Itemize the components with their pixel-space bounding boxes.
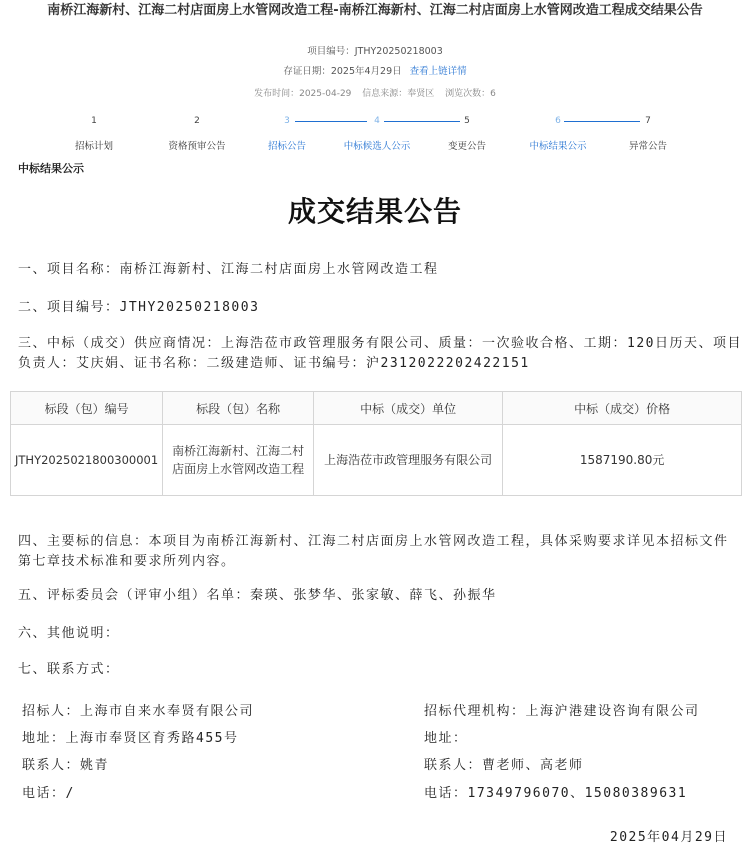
step-1[interactable] bbox=[49, 114, 139, 152]
step-number: 2 bbox=[194, 116, 200, 126]
tenderer-contact: 联系人：姚青 bbox=[22, 758, 110, 773]
publish-time: 发布时间：2025-04-29 bbox=[254, 89, 352, 99]
item-other-notes: 六、其他说明： bbox=[18, 626, 120, 641]
section-tag: 中标结果公示 bbox=[18, 162, 84, 175]
cell-lot-number: JTHY2025021800300001 bbox=[11, 425, 163, 496]
table-row bbox=[11, 425, 742, 496]
view-count: 浏览次数：6 bbox=[445, 89, 496, 99]
tenderer-name: 招标人：上海市自来水奉贤有限公司 bbox=[22, 704, 255, 719]
cell-winner: 上海浩莅市政管理服务有限公司 bbox=[314, 425, 503, 496]
col-header-lot-number: 标段（包）编号 bbox=[11, 392, 163, 425]
step-number: 1 bbox=[91, 116, 97, 126]
col-header-winner: 中标（成交）单位 bbox=[314, 392, 503, 425]
item-committee: 五、评标委员会（评审小组）名单：秦瑛、张梦华、张家敏、薛飞、孙振华 bbox=[18, 588, 497, 603]
step-3[interactable] bbox=[242, 114, 332, 152]
document-title: 成交结果公告 bbox=[287, 195, 462, 228]
col-header-price: 中标（成交）价格 bbox=[503, 392, 742, 425]
item-project-name: 一、项目名称：南桥江海新村、江海二村店面房上水管网改造工程 bbox=[18, 262, 439, 277]
step-label: 变更公告 bbox=[447, 141, 486, 152]
cell-lot-name: 南桥江海新村、江海二村店面房上水管网改造工程 bbox=[163, 425, 314, 496]
step-6[interactable] bbox=[513, 114, 603, 152]
step-number: 7 bbox=[645, 116, 651, 126]
table-header-row bbox=[11, 392, 742, 425]
tenderer-address: 地址：上海市奉贤区育秀路455号 bbox=[22, 731, 239, 746]
tenderer-phone: 电话：/ bbox=[22, 786, 75, 801]
step-label: 资格预审公告 bbox=[168, 141, 226, 152]
meta-info bbox=[0, 86, 750, 99]
step-label: 中标结果公示 bbox=[529, 141, 587, 152]
result-table bbox=[10, 391, 742, 496]
cell-price: 1587190.80元 bbox=[503, 425, 742, 496]
step-number: 4 bbox=[374, 116, 380, 126]
step-5[interactable] bbox=[422, 114, 512, 152]
step-label: 异常公告 bbox=[628, 141, 667, 152]
item-main-info: 四、主要标的信息：本项目为南桥江海新村、江海二村店面房上水管网改造工程，具体采购要求详见本招标文件第七章技术标准和要求所列内容。 bbox=[18, 534, 729, 569]
chain-detail-link[interactable]: 查看上链详情 bbox=[409, 66, 467, 77]
step-label: 招标公告 bbox=[267, 141, 306, 152]
save-date-line bbox=[0, 63, 750, 77]
item-supplier-info: 三、中标（成交）供应商情况：上海浩莅市政管理服务有限公司、质量：一次验收合格、工期：120日历天、项目负责人：艾庆娟、证书名称：二级建造师、证书编号：沪2312022202422151 bbox=[18, 336, 742, 371]
save-date: 存证日期：2025年4月29日 bbox=[283, 66, 402, 77]
item-contact-heading: 七、联系方式： bbox=[18, 662, 120, 677]
step-2[interactable] bbox=[152, 114, 242, 152]
agency-address: 地址： bbox=[424, 731, 468, 746]
step-number: 3 bbox=[284, 116, 290, 126]
agency-name: 招标代理机构：上海沪港建设咨询有限公司 bbox=[424, 704, 700, 719]
col-header-lot-name: 标段（包）名称 bbox=[163, 392, 314, 425]
info-source: 信息来源：奉贤区 bbox=[362, 89, 435, 99]
step-4[interactable] bbox=[332, 114, 422, 152]
agency-phone: 电话：17349796070、15080389631 bbox=[424, 786, 688, 801]
announcement-date: 2025年04月29日 bbox=[609, 830, 728, 845]
step-7[interactable] bbox=[603, 114, 693, 152]
process-steps bbox=[0, 114, 750, 154]
page-title: 南桥江海新村、江海二村店面房上水管网改造工程-南桥江海新村、江海二村店面房上水管网改造工程成交结果公告 bbox=[47, 3, 703, 18]
step-number: 5 bbox=[464, 116, 470, 126]
item-project-number: 二、项目编号：JTHY20250218003 bbox=[18, 300, 260, 315]
agency-contact: 联系人：曹老师、高老师 bbox=[424, 758, 584, 773]
step-number: 6 bbox=[555, 116, 561, 126]
step-label: 招标计划 bbox=[74, 141, 113, 152]
project-number: 项目编号：JTHY20250218003 bbox=[307, 46, 443, 57]
step-label: 中标候选人公示 bbox=[343, 141, 411, 152]
